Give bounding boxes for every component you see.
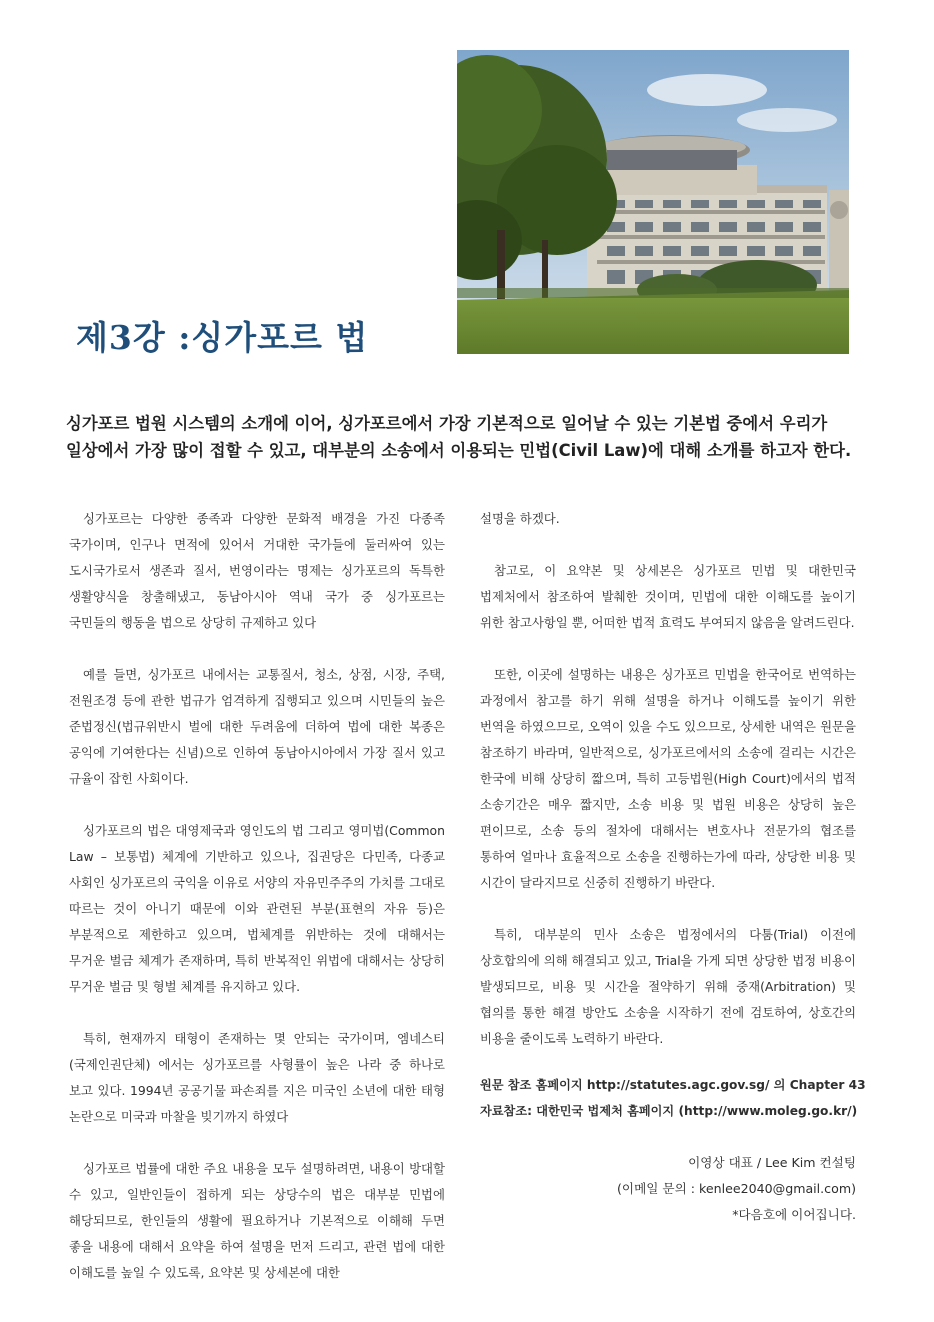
reference-source-link: 원문 참조 홈페이지 http://statutes.agc.gov.sg/ 의 Chapter 43 xyxy=(480,1078,866,1092)
body-paragraph: 참고로, 이 요약본 및 상세본은 싱가포르 민법 및 대한민국 법제처에서 참조하여 발췌한 것이며, 민법에 대한 이해도를 높이기 위한 참고사항일 뿐, 어떠한 법적 효력도 부여되지 않음을 알려드린다. xyxy=(480,563,856,630)
author-name: 이영상 대표 / Lee Kim 컨설팅 xyxy=(688,1155,856,1170)
continued-note: *다음호에 이어집니다. xyxy=(732,1207,856,1222)
body-paragraph: 싱가포르 법률에 대한 주요 내용을 모두 설명하려면, 내용이 방대할 수 있고, 일반인들이 접하게 되는 상당수의 법은 대부분 민법에 해당되므로, 한인들의 생활에 필요하거나 기본적으로 이해해 두면 좋을 내용에 대해서 요약을 하여 설명을 먼저 드리고, 관련 법에 대한 이해도를 높일 수 있도록, 요약본 및 상세본에 대한 xyxy=(69,1161,445,1280)
body-paragraph: 특히, 대부분의 민사 소송은 법정에서의 다툼(Trial) 이전에 상호합의에 의해 해결되고 있고, Trial을 가게 되면 상당한 법정 비용이 발생되므로, 비용 및 시간을 절약하기 위해 중재(Arbitration) 및 협의를 통한 해결 방안도 소송을 시작하기 전에 검토하여, 상호간의 비용을 줄이도록 노력하기 바란다. xyxy=(480,927,856,1046)
author-signature xyxy=(480,1150,856,1228)
body-paragraph: 특히, 현재까지 태형이 존재하는 몇 안되는 국가이며, 엠네스티(국제인권단체) 에서는 싱가포르를 사형률이 높은 나라 중 하나로 보고 있다. 1994년 공공기물 파손죄를 지은 미국인 소년에 대한 태형 논란으로 미국과 마찰을 빚기까지 하였다 xyxy=(69,1031,445,1124)
body-paragraph: 또한, 이곳에 설명하는 내용은 싱가포르 민법을 한국어로 번역하는 과정에서 참고를 하기 위해 설명을 하거나 이해도를 높이기 위한 번역을 하였으므로, 오역이 있을 수도 있으므로, 상세한 내역은 원문을 참조하기 바라며, 일반적으로, 싱가포르에서의 소송에 걸리는 시간은 한국에 비해 상당히 짧으며, 특히 고등법원(High Court)에서의 법적 소송기간은 매우 짧지만, 소송 비용 및 법원 비용은 상당히 높은 편이므로, 소송 등의 절차에 대해서는 변호사나 전문가의 협조를 통하여 얼마나 효율적으로 소송을 진행하는가에 따라, 상당한 비용 및 시간이 달라지므로 신중히 진행하기 바란다. xyxy=(480,667,856,890)
continuation-text: 설명을 하겠다. xyxy=(480,511,560,526)
intro-paragraph: 싱가포르 법원 시스템의 소개에 이어, 싱가포르에서 가장 기본적으로 일어날 수 있는 기본법 중에서 우리가 일상에서 가장 많이 접할 수 있고, 대부분의 소송에서 이용되는 민법(Civil Law)에 대해 소개를 하고자 한다. xyxy=(66,414,852,460)
page-title: 제3강 :싱가포르 법 xyxy=(76,318,369,357)
body-paragraph: 싱가포르의 법은 대영제국과 영인도의 법 그리고 영미법(Common Law – 보통법) 체계에 기반하고 있으나, 집권당은 다민족, 다종교 사회인 싱가포르의 국익을 이유로 서양의 자유민주주의 가치를 그대로 따르는 것이 아니기 때문에 이와 관련된 부분(표현의 자유 등)은 부분적으로 제한하고 있으며, 법체계를 위반하는 것에 대해서는 무거운 벌금 체계가 존재하며, 특히 반복적인 위법에 대해서는 상당히 무거운 벌금 및 형벌 체계를 유지하고 있다. xyxy=(69,823,445,994)
left-column xyxy=(69,506,445,1312)
reference-moleg-link: 자료참조: 대한민국 법제처 홈페이지 (http://www.moleg.go.kr/) xyxy=(480,1104,858,1118)
courthouse-photo xyxy=(457,50,849,354)
references xyxy=(480,1072,866,1124)
right-column xyxy=(480,506,866,1228)
author-email: (이메일 문의 : kenlee2040@gmail.com) xyxy=(617,1181,856,1196)
body-paragraph: 예를 들면, 싱가포르 내에서는 교통질서, 청소, 상점, 시장, 주택, 전원조경 등에 관한 법규가 엄격하게 집행되고 있으며 시민들의 높은 준법정신(법규위반시 벌에 대한 두려움에 더하여 법에 대한 복종은 공익에 기여한다는 신념)으로 인하여 동남아시아에서 가장 질서 있고 규율이 잡힌 사회이다. xyxy=(69,667,445,786)
body-paragraph: 싱가포르는 다양한 종족과 다양한 문화적 배경을 가진 다종족 국가이며, 인구나 면적에 있어서 거대한 국가들에 둘러싸여 있는 도시국가로서 생존과 질서, 번영이라는 명제는 싱가포르의 독특한 생활양식을 창출해냈고, 동남아시아 역내 국가 중 싱가포르는 국민들의 행동을 법으로 상당히 규제하고 있다 xyxy=(69,511,445,630)
